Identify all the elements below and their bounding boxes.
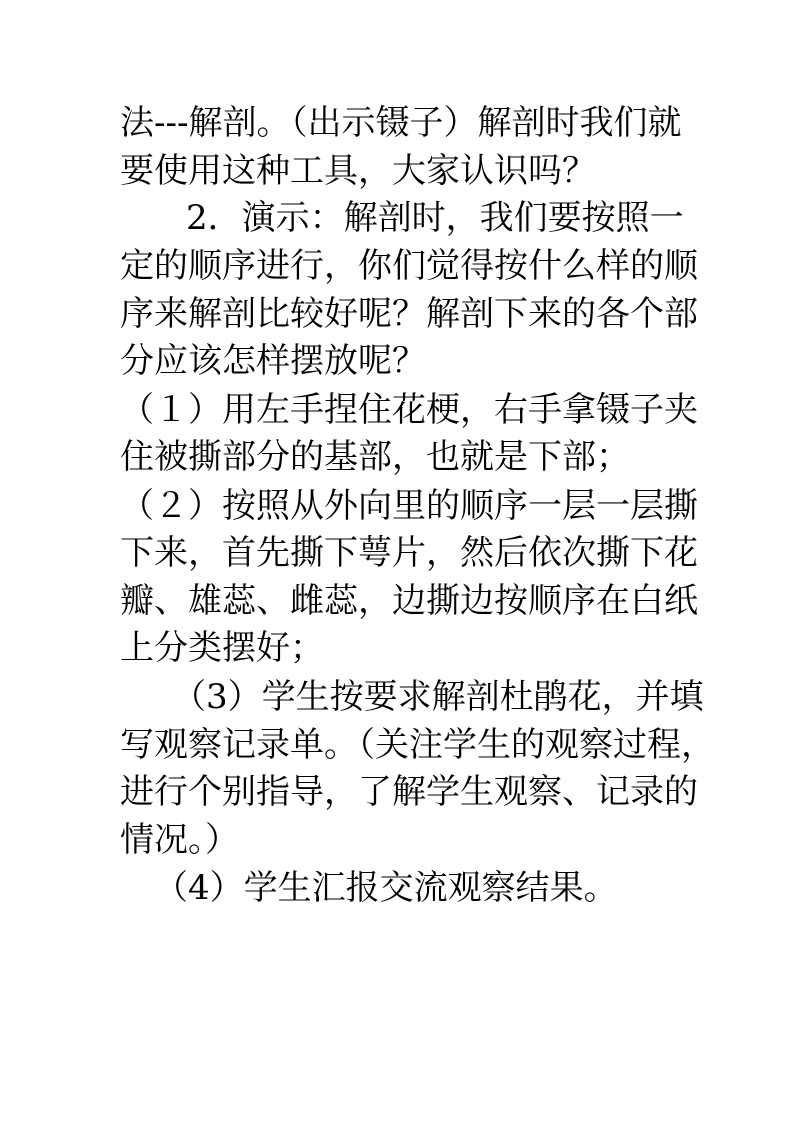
text-line: 上分类摆好； xyxy=(120,628,324,668)
text-line: （4）学生汇报交流观察结果。 xyxy=(154,868,618,908)
text-line: 住被撕部分的基部，也就是下部； xyxy=(120,437,630,477)
text-line: 要使用这种工具，大家认识吗？ xyxy=(120,151,596,191)
text-line: （１）用左手捏住花梗，右手拿镊子夹 xyxy=(120,390,698,430)
text-line: 序来解剖比较好呢？解剖下来的各个部 xyxy=(120,294,698,334)
text-line: （２）按照从外向里的顺序一层一层撕 xyxy=(120,486,698,526)
text-line: 进行个别指导，了解学生观察、记录的 xyxy=(120,772,698,812)
text-line: 下来，首先撕下萼片，然后依次撕下花 xyxy=(120,533,698,573)
text-line: 写观察记录单。（关注学生的观察过程， xyxy=(120,725,715,765)
text-line: （3）学生按要求解剖杜鹃花，并填 xyxy=(172,677,704,717)
text-line: 瓣、雄蕊、雌蕊，边撕边按顺序在白纸 xyxy=(120,581,698,621)
text-line: 情况。） xyxy=(120,820,239,860)
text-line: 分应该怎样摆放呢？ xyxy=(120,341,426,381)
text-line: 定的顺序进行，你们觉得按什么样的顺 xyxy=(120,246,698,286)
text-line: 法---解剖。（出示镊子）解剖时我们就 xyxy=(120,103,682,143)
text-line: 2．演示：解剖时，我们要按照一 xyxy=(186,198,684,238)
